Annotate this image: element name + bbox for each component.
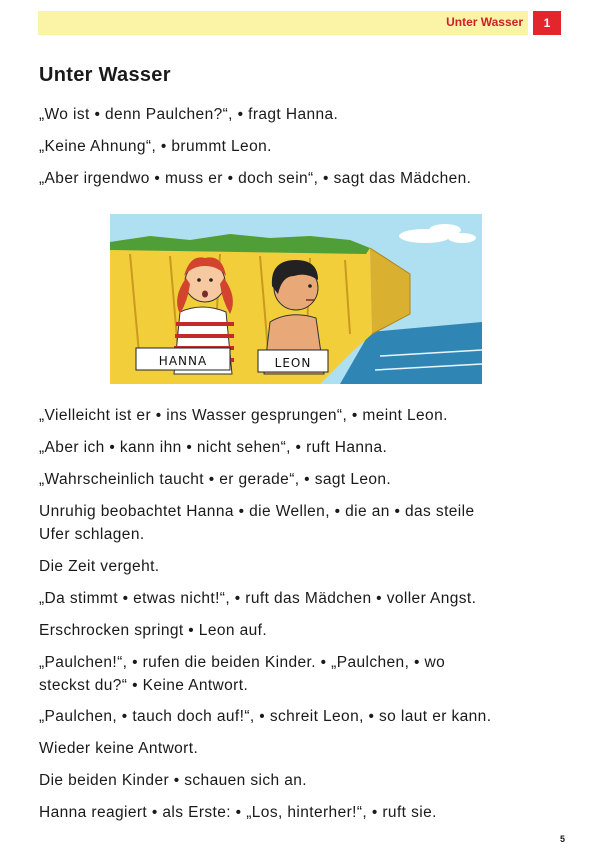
text-line: „Vielleicht ist er • ins Wasser gesprungen“, • meint Leon. <box>39 407 448 424</box>
text-line: Erschrocken springt • Leon auf. <box>39 622 268 639</box>
text-line: Die beiden Kinder • schauen sich an. <box>39 772 307 789</box>
page-title: Unter Wasser <box>39 64 171 86</box>
text-line: „Wahrscheinlich taucht • er gerade“, • sagt Leon. <box>39 471 392 488</box>
text-line: Wieder keine Antwort. <box>39 740 199 757</box>
text-line: Ufer schlagen. <box>39 526 145 543</box>
illustration-hanna-leon <box>110 214 482 384</box>
text-line: Hanna reagiert • als Erste: • „Los, hinterher!“, • ruft sie. <box>39 804 437 821</box>
text-line: „Wo ist • denn Paulchen?“, • fragt Hanna. <box>39 106 339 123</box>
page-number: 5 <box>560 834 566 844</box>
text-line: Die Zeit vergeht. <box>39 558 160 575</box>
text-line: „Paulchen!“, • rufen die beiden Kinder. • „Paulchen, • wo <box>39 654 446 671</box>
text-line: „Da stimmt • etwas nicht!“, • ruft das Mädchen • voller Angst. <box>39 590 477 607</box>
text-line: Unruhig beobachtet Hanna • die Wellen, • die an • das steile <box>39 503 475 520</box>
text-line: „Paulchen, • tauch doch auf!“, • schreit Leon, • so laut er kann. <box>39 708 492 725</box>
label-hanna: HANNA <box>158 354 208 368</box>
text-line: „Aber irgendwo • muss er • doch sein“, • sagt das Mädchen. <box>39 170 472 187</box>
chapter-badge: 1 <box>533 11 561 35</box>
header-title: Unter Wasser <box>446 15 523 29</box>
label-leon: LEON <box>274 356 312 370</box>
text-line: „Keine Ahnung“, • brummt Leon. <box>39 138 272 155</box>
text-line: „Aber ich • kann ihn • nicht sehen“, • ruft Hanna. <box>39 439 388 456</box>
text-line: steckst du?“ • Keine Antwort. <box>39 677 249 694</box>
